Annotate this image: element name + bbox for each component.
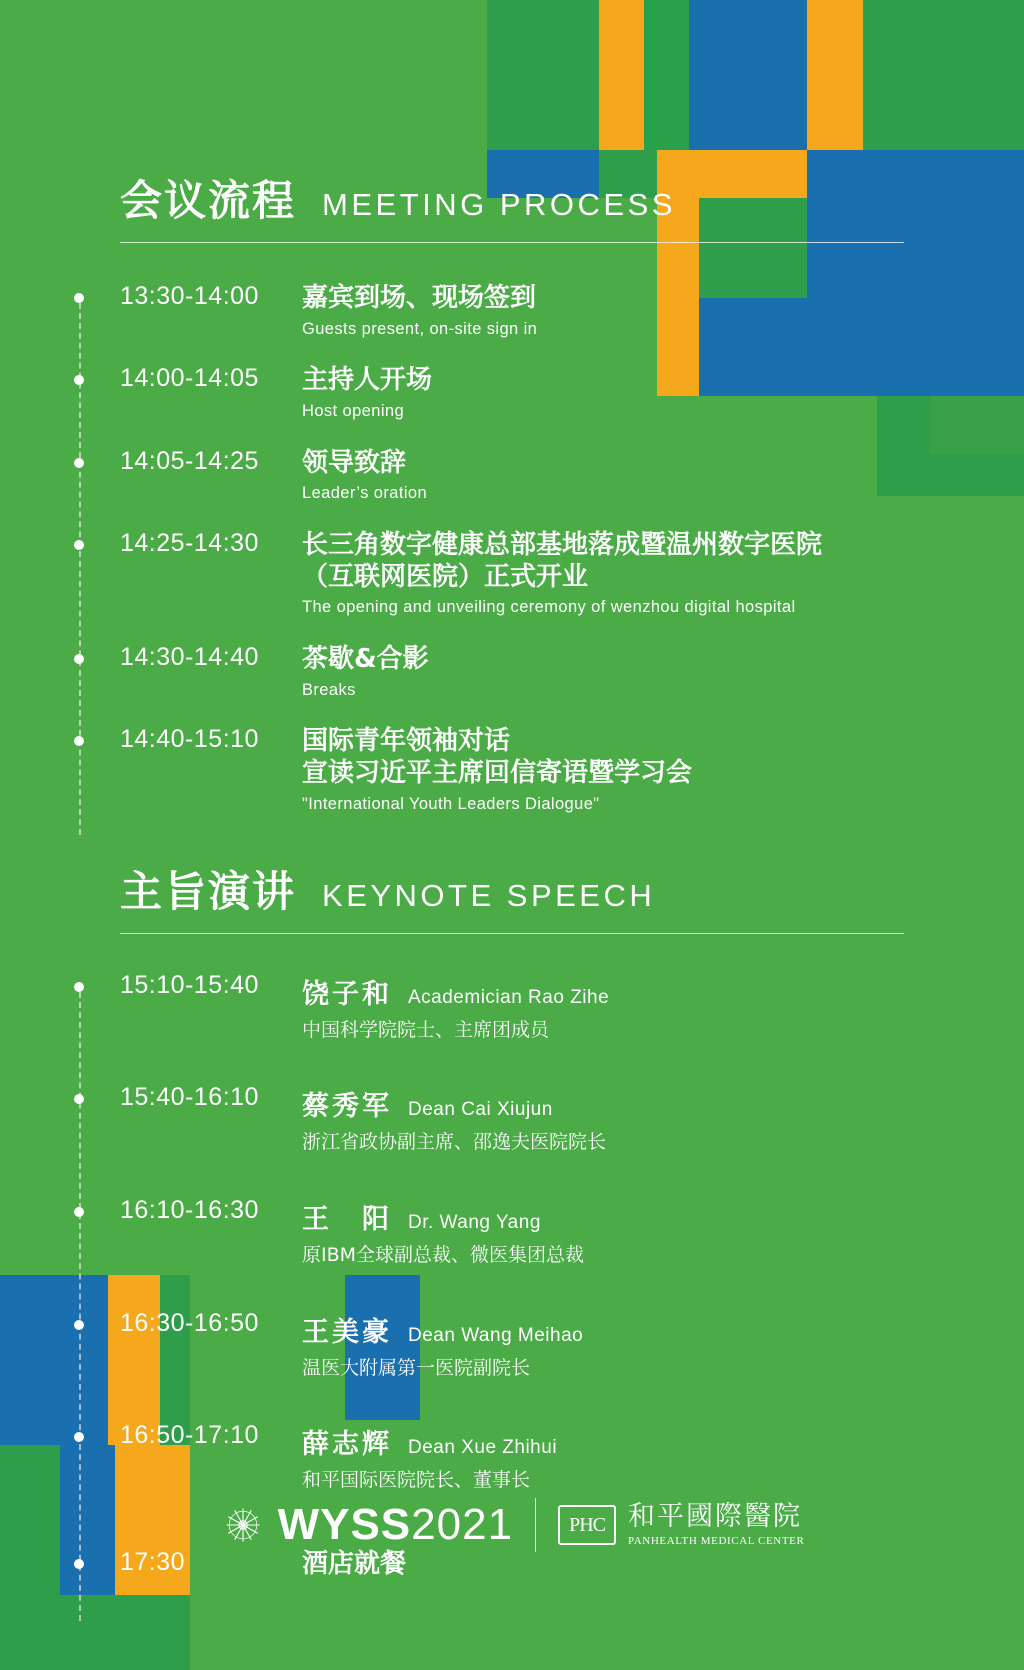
agenda-time: 13:30-14:00 [120,282,259,310]
speaker-name-en: Dean Wang Meihao [408,1324,584,1346]
speaker-name-cn: 王美豪 [302,1316,392,1348]
sunburst-icon [220,1502,266,1548]
agenda-rows [0,283,1024,815]
section-title-en: MEETING PROCESS [322,187,676,222]
agenda-title-en: Breaks [302,680,356,699]
footer-logos [0,1498,1024,1552]
timeline-dot [74,375,84,385]
wyss-year: 2021 [411,1500,514,1549]
speaker-name-en: Dean Cai Xiujun [408,1099,553,1121]
speaker-time: 16:10-16:30 [120,1195,259,1224]
agenda-body [302,448,1024,504]
timeline-dot [74,1094,84,1104]
speaker-name-cn: 王 阳 [302,1203,392,1235]
section-title-cn: 会议流程 [120,176,297,225]
timeline-dot [74,654,84,664]
speaker-name-cn: 薛志辉 [302,1429,392,1461]
speaker-name-line [302,1197,1024,1236]
speaker-time: 16:30-16:50 [120,1308,259,1337]
panhealth-name-en: PANHEALTH MEDICAL CENTER [628,1534,805,1547]
agenda-time: 14:30-14:40 [120,643,259,672]
panhealth-logo [558,1503,804,1546]
agenda-body [302,644,1024,700]
agenda-title-cn: 嘉宾到场、现场签到 [302,283,537,313]
speaker-affiliation: 浙江省政协副主席、邵逸夫医院院长 [302,1131,607,1154]
speaker-time: 15:40-16:10 [120,1083,259,1112]
logo-divider [535,1498,536,1552]
timeline-dot [74,458,84,468]
agenda-row [0,530,1024,618]
speaker-affiliation: 和平国际医院院长、董事长 [302,1469,531,1492]
speaker-name-line [302,1310,1024,1349]
agenda-row [0,365,1024,421]
speaker-body [302,1197,1024,1268]
agenda-time: 14:40-15:10 [120,725,259,754]
section-header [0,859,1024,919]
speaker-row [0,1084,1024,1155]
section-header [0,168,1024,228]
agenda-time: 14:05-14:25 [120,446,259,475]
section-divider [120,242,904,243]
agenda-title-cn: 酒店就餐 [302,1548,407,1579]
speaker-name-en: Academician Rao Zihe [408,986,610,1008]
speaker-body [302,1084,1024,1155]
agenda-title-cn-line2: （互联网医院）正式开业 [302,561,589,592]
speaker-name-en: Dean Xue Zhihui [408,1437,558,1459]
agenda-body [302,726,1024,814]
speaker-affiliation: 温医大附属第一医院副院长 [302,1356,531,1379]
speaker-body [302,1422,1024,1493]
agenda-title-en: "International Youth Leaders Dialogue" [302,794,600,813]
timeline-dot [74,540,84,550]
speaker-name-en: Dr. Wang Yang [408,1211,541,1233]
section-title-en: KEYNOTE SPEECH [322,877,656,913]
wyss-name: WYSS [277,1500,412,1549]
panhealth-wordmark [628,1503,804,1546]
timeline-dot [74,982,84,992]
agenda-time: 17:30 [120,1547,186,1576]
agenda-title-en: Leader’s oration [302,484,428,503]
agenda-body [302,1549,1024,1581]
timeline-dot [74,1559,84,1569]
speaker-name-line [302,972,1024,1011]
section-keynote-speech [0,815,1024,1581]
speaker-name-line [302,1422,1024,1461]
agenda-title-cn: 领导致辞 [302,447,407,478]
section-divider [120,933,904,934]
agenda-title-cn-line2: 宣读习近平主席回信寄语暨学习会 [302,758,693,789]
speaker-time: 15:10-15:40 [120,970,259,999]
timeline-dot [74,1432,84,1442]
speaker-body [302,1310,1024,1381]
agenda-title-cn: 国际青年领袖对话 [302,726,511,757]
timeline-dot [74,293,84,303]
agenda-time: 14:00-14:05 [120,364,259,393]
speaker-row [0,1310,1024,1381]
speaker-row [0,1422,1024,1493]
panhealth-name-cn: 和平國際醫院 [628,1501,803,1533]
wyss-logo [220,1500,513,1550]
speaker-name-cn: 饶子和 [302,978,392,1010]
agenda-row [0,1549,1024,1581]
speaker-row [0,1197,1024,1268]
timeline-dot [74,1320,84,1330]
agenda-title-en: Host opening [302,402,405,421]
agenda-row [0,644,1024,700]
section-meeting-process [0,0,1024,815]
panhealth-monogram-icon: PHC [558,1505,616,1545]
agenda-title-cn: 长三角数字健康总部基地落成暨温州数字医院 [302,530,823,561]
speaker-rows [0,972,1024,1581]
agenda-time: 14:25-14:30 [120,529,259,558]
speaker-name-line [302,1084,1024,1123]
section-title-cn: 主旨演讲 [120,866,297,916]
agenda-title-cn: 主持人开场 [302,365,433,396]
agenda-title-en: Guests present, on-site sign in [302,319,538,338]
bg-block [0,1595,190,1670]
speaker-affiliation: 中国科学院院士、主席团成员 [302,1018,550,1041]
agenda-body [302,530,1024,618]
agenda-title-en: The opening and unveiling ceremony of wenzhou digital hospital [302,598,796,617]
speaker-row [0,972,1024,1043]
agenda-row [0,283,1024,339]
agenda-body [302,283,1024,339]
timeline-dot [74,1207,84,1217]
speaker-affiliation: 原IBM全球副总裁、微医集团总裁 [302,1243,585,1266]
speaker-time: 16:50-17:10 [120,1421,259,1450]
agenda-row [0,448,1024,504]
speaker-name-cn: 蔡秀军 [302,1091,392,1123]
timeline-dot [74,736,84,746]
agenda-title-cn: 茶歇&合影 [302,644,429,675]
agenda-body [302,365,1024,421]
speaker-body [302,972,1024,1043]
wyss-wordmark [278,1500,513,1550]
agenda-row [0,726,1024,814]
